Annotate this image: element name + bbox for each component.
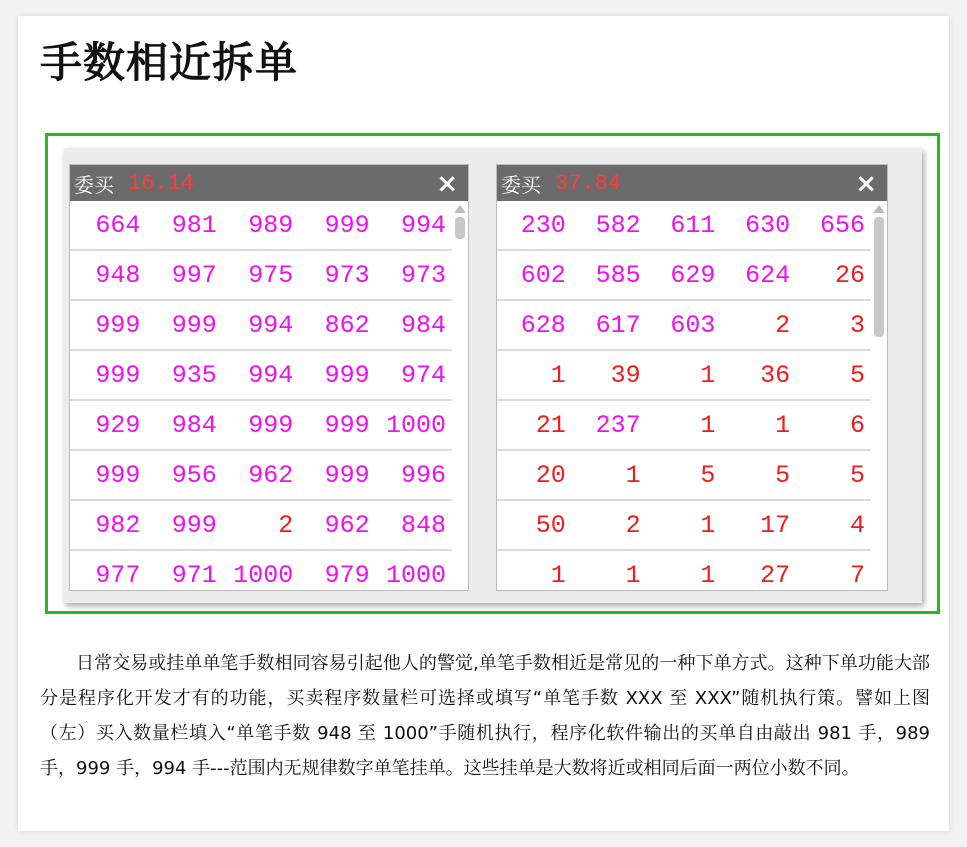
close-icon[interactable]: ×	[436, 169, 458, 199]
right-scrollbar[interactable]	[873, 205, 885, 588]
order-size-cell: 1	[700, 510, 716, 540]
left-panel-price: 16.14	[128, 170, 195, 196]
order-size-cell: 956	[171, 460, 217, 490]
order-row	[70, 201, 452, 251]
order-size-cell: 5	[775, 460, 791, 490]
order-size-cell: 971	[171, 560, 217, 590]
order-size-cell: 3	[849, 310, 865, 340]
order-size-cell: 948	[95, 260, 141, 290]
order-size-cell: 1	[700, 560, 716, 590]
order-size-cell: 6	[849, 410, 865, 440]
right-panel-label: 委买	[501, 172, 541, 197]
order-size-cell: 1	[625, 460, 641, 490]
order-size-cell: 974	[401, 360, 447, 390]
order-size-cell: 962	[248, 460, 294, 490]
order-size-cell: 1000	[233, 560, 294, 590]
order-row	[497, 251, 871, 301]
order-size-cell: 999	[248, 410, 294, 440]
close-icon[interactable]: ×	[855, 169, 877, 199]
order-size-cell: 973	[401, 260, 447, 290]
order-size-cell: 1000	[386, 410, 447, 440]
order-row	[497, 201, 871, 251]
order-row	[497, 551, 871, 591]
order-size-cell: 1000	[386, 560, 447, 590]
order-row	[497, 401, 871, 451]
scroll-thumb[interactable]	[874, 217, 884, 337]
order-size-cell: 7	[849, 560, 865, 590]
order-panels-screenshot	[64, 148, 922, 603]
order-size-cell: 237	[595, 410, 641, 440]
order-size-cell: 26	[834, 260, 865, 290]
order-size-cell: 848	[401, 510, 447, 540]
order-size-cell: 585	[595, 260, 641, 290]
order-size-cell: 999	[95, 310, 141, 340]
screenshot-frame	[45, 133, 940, 614]
order-size-cell: 996	[401, 460, 447, 490]
order-size-cell: 984	[401, 310, 447, 340]
order-size-cell: 975	[248, 260, 294, 290]
order-row	[70, 451, 452, 501]
order-size-cell: 989	[248, 210, 294, 240]
left-order-grid	[70, 201, 452, 591]
order-size-cell: 230	[520, 210, 566, 240]
order-size-cell: 1	[775, 410, 791, 440]
order-size-cell: 1	[625, 560, 641, 590]
order-size-cell: 2	[278, 510, 294, 540]
order-size-cell: 664	[95, 210, 141, 240]
order-size-cell: 982	[95, 510, 141, 540]
order-size-cell: 999	[95, 460, 141, 490]
left-buy-order-panel	[69, 164, 469, 591]
order-size-cell: 582	[595, 210, 641, 240]
order-size-cell: 27	[760, 560, 791, 590]
article-card	[18, 16, 949, 831]
order-row	[70, 551, 452, 591]
order-size-cell: 999	[95, 360, 141, 390]
order-row	[497, 351, 871, 401]
order-size-cell: 611	[670, 210, 716, 240]
order-row	[70, 301, 452, 351]
right-panel-price: 37.84	[555, 170, 622, 196]
order-size-cell: 999	[171, 310, 217, 340]
order-size-cell: 994	[248, 360, 294, 390]
order-size-cell: 5	[849, 360, 865, 390]
order-row	[497, 301, 871, 351]
order-size-cell: 862	[324, 310, 370, 340]
order-size-cell: 994	[401, 210, 447, 240]
order-size-cell: 603	[670, 310, 716, 340]
order-row	[70, 501, 452, 551]
page-title: 手数相近拆单	[40, 38, 299, 87]
order-size-cell: 2	[625, 510, 641, 540]
order-size-cell: 36	[760, 360, 791, 390]
order-size-cell: 624	[745, 260, 791, 290]
order-row	[70, 251, 452, 301]
order-size-cell: 929	[95, 410, 141, 440]
scroll-up-icon[interactable]	[454, 205, 466, 213]
order-size-cell: 999	[324, 210, 370, 240]
order-size-cell: 2	[775, 310, 791, 340]
order-size-cell: 984	[171, 410, 217, 440]
order-size-cell: 994	[248, 310, 294, 340]
order-size-cell: 617	[595, 310, 641, 340]
order-size-cell: 39	[610, 360, 641, 390]
order-row	[497, 451, 871, 501]
order-row	[70, 351, 452, 401]
order-size-cell: 629	[670, 260, 716, 290]
order-size-cell: 999	[324, 360, 370, 390]
left-panel-header	[70, 165, 468, 201]
order-size-cell: 1	[550, 360, 566, 390]
order-size-cell: 999	[171, 510, 217, 540]
order-size-cell: 981	[171, 210, 217, 240]
order-size-cell: 21	[535, 410, 566, 440]
order-size-cell: 977	[95, 560, 141, 590]
order-size-cell: 5	[700, 460, 716, 490]
right-panel-header	[497, 165, 887, 201]
order-size-cell: 1	[550, 560, 566, 590]
scroll-thumb[interactable]	[455, 217, 465, 239]
order-size-cell: 628	[520, 310, 566, 340]
order-size-cell: 979	[324, 560, 370, 590]
order-size-cell: 5	[849, 460, 865, 490]
order-row	[70, 401, 452, 451]
order-size-cell: 602	[520, 260, 566, 290]
order-size-cell: 20	[535, 460, 566, 490]
order-size-cell: 630	[745, 210, 791, 240]
scroll-up-icon[interactable]	[873, 205, 885, 213]
order-size-cell: 999	[324, 410, 370, 440]
order-size-cell: 1	[700, 410, 716, 440]
order-size-cell: 1	[700, 360, 716, 390]
order-size-cell: 50	[535, 510, 566, 540]
order-size-cell: 935	[171, 360, 217, 390]
left-panel-label: 委买	[74, 172, 114, 197]
order-size-cell: 962	[324, 510, 370, 540]
right-order-grid	[497, 201, 871, 591]
order-size-cell: 973	[324, 260, 370, 290]
description-paragraph: 日常交易或挂单单笔手数相同容易引起他人的警觉,单笔手数相近是常见的一种下单方式。这种下单功能大部分是程序化开发才有的功能，买卖程序数量栏可选择或填写“单笔手数 XXX 至 XXX”随机执行策。譬如上图（左）买入数量栏填入“单笔手数 948 至 1000”手随机执行，程序化软件输出的买单自由敲出 981 手，989 手，999 手，994 手---范围内无规律数字单笔挂单。这些挂单是大数将近或相同后面一两位小数不同。	[40, 653, 930, 779]
order-size-cell: 17	[760, 510, 791, 540]
left-scrollbar[interactable]	[454, 205, 466, 588]
order-size-cell: 656	[819, 210, 865, 240]
order-row	[497, 501, 871, 551]
right-buy-order-panel	[496, 164, 888, 591]
order-size-cell: 999	[324, 460, 370, 490]
order-size-cell: 997	[171, 260, 217, 290]
order-size-cell: 4	[849, 510, 865, 540]
